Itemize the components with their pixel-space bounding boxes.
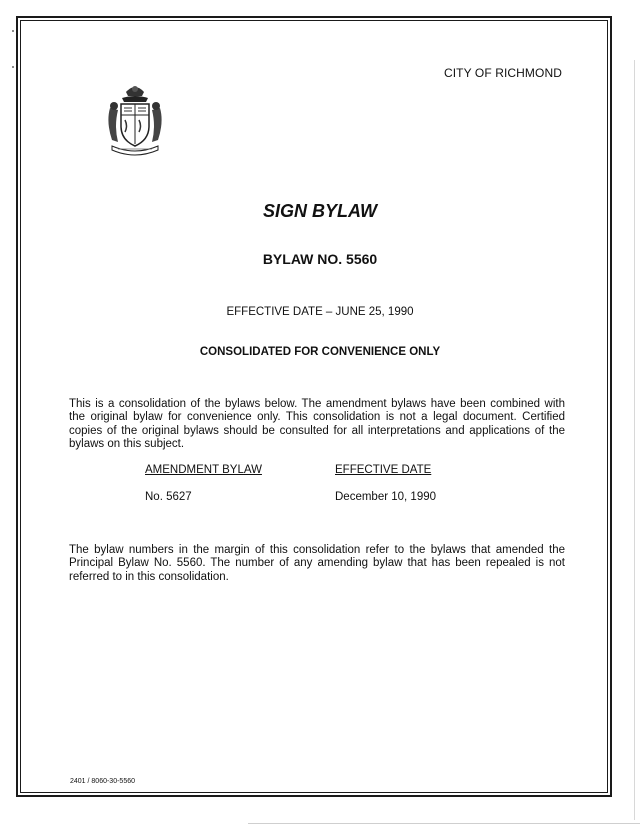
effective-date-header: EFFECTIVE DATE [335, 464, 432, 476]
footer-file-code: 2401 / 8060-30-5560 [70, 778, 135, 785]
amendment-bylaw-number: No. 5627 [145, 491, 192, 503]
margin-note-paragraph: The bylaw numbers in the margin of this consolidation refer to the bylaws that amended the Principal Bylaw No. 5560. The number of any amending bylaw that has been repealed is not referred to in this consolidation. [69, 544, 565, 583]
amendment-table [145, 464, 485, 505]
city-name: CITY OF RICHMOND [443, 66, 562, 80]
scan-edge-bottom [248, 823, 640, 824]
effective-date: EFFECTIVE DATE – JUNE 25, 1990 [226, 306, 414, 318]
scan-speck [12, 30, 14, 32]
scan-speck [12, 66, 14, 68]
table-row [145, 491, 485, 505]
coat-of-arms-icon [102, 82, 168, 158]
document-title: SIGN BYLAW [262, 201, 377, 221]
amendment-effective-date: December 10, 1990 [335, 491, 437, 503]
consolidated-notice: CONSOLIDATED FOR CONVENIENCE ONLY [199, 346, 441, 358]
bylaw-number: BYLAW NO. 5560 [262, 251, 378, 267]
amendment-table-header [145, 464, 485, 478]
scan-edge-right [634, 60, 635, 820]
consolidation-paragraph: This is a consolidation of the bylaws below. The amendment bylaws have been combined with the original bylaw for convenience only. This consolidation is not a legal document. Certified copies of the original bylaws should be consulted for all interpretations and applications of the bylaws on this subject. [69, 398, 565, 450]
amendment-bylaw-header: AMENDMENT BYLAW [145, 464, 262, 476]
